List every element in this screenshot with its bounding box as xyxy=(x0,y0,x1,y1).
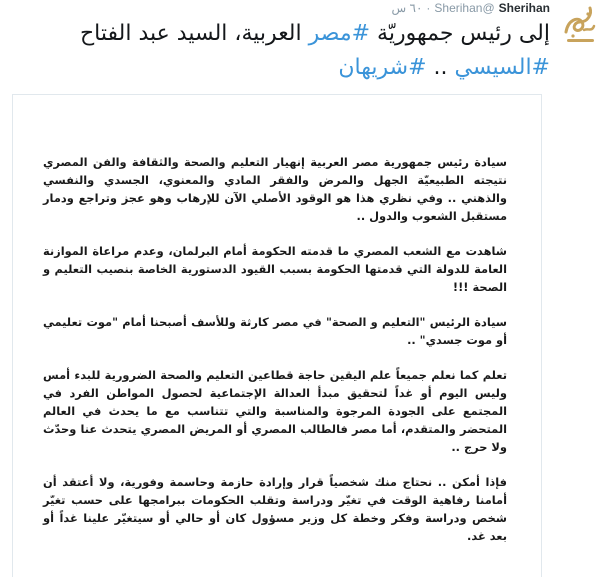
avatar[interactable] xyxy=(558,2,602,46)
tweet-text-part3: .. xyxy=(426,55,455,80)
tweet-text-part2: العربية، السيد عبد الفتاح xyxy=(79,21,309,46)
letter-text xyxy=(43,153,507,562)
separator: · xyxy=(426,1,431,15)
attached-letter-image[interactable] xyxy=(12,94,542,577)
tweet-text-part1: إلى رئيس جمهوريّة xyxy=(370,21,550,46)
letter-paragraph: سيادة رئيس جمهورية مصر العربية إنهيار التعليم والصحة والثقافة والفن المصري نتيجته الطبيعيّة الجهل والمرض والفقر المادي والمعنوي، الجسدي والنفسي والذهني .. وفي نظري هذا هو الوقود الأصلي الآن للإرهاب وهو عجز وتراجع ودمار مستقبل الشعوب والدول .. xyxy=(43,155,507,223)
hashtag-egypt[interactable]: #مصر xyxy=(308,21,371,46)
hashtag-sisi[interactable]: #السيسي xyxy=(454,55,550,80)
hashtag-sherihan[interactable]: #شريهان xyxy=(338,55,427,80)
tweet-text xyxy=(10,17,550,85)
timestamp[interactable]: ٦٠ س xyxy=(391,1,423,15)
letter-paragraph: سيادة الرئيس "التعليم و الصحة" في مصر كارثة وللأسف أصبحنا أمام "موت تعليمي أو موت جسدي" .. xyxy=(43,315,507,347)
display-name[interactable]: Sherihan xyxy=(498,1,550,15)
user-handle[interactable]: @Sherihan xyxy=(434,1,495,15)
tweet-header xyxy=(392,1,550,15)
sherihan-logo-icon xyxy=(558,2,602,46)
letter-paragraph: تعلم كما نعلم جميعاً علم اليقين حاجة قطاعين التعليم والصحة الضرورية للبدء أمس وليس اليوم أو غداً لتحقيق مبدأ العدالة الإجتماعية لحصول المواطن الفرد في المجتمع على الجودة المرجوة والمناسبة والتي تتناسب مع ما يحدث في العالم المتحضر والمتقدم، أما مصر فالطالب المصري أو المريض المصري يتحدث عنا وحدّث ولا حرج .. xyxy=(43,368,507,454)
letter-paragraph: فإذا أمكن .. نحتاج منك شخصياً قرار وإرادة حازمة وحاسمة وفورية، ولا أعتقد أن أمامنا رفاهية الوقت في تغيّر ودراسة وتقلب الحكومات ببرامجها على حسب تغيّر شخص ودراسة وفكر وخطة كل وزير مسؤول كان أو حالي أو سيتغيّر علينا غداً أو بعد غد. xyxy=(43,475,507,543)
letter-paragraph: شاهدت مع الشعب المصري ما قدمته الحكومة أمام البرلمان، وعدم مراعاة الموازنة العامة للدولة التي قدمتها الحكومة بسبب القيود الدستورية الخاصة بنصيب التعليم و الصحة !!! xyxy=(43,244,507,294)
